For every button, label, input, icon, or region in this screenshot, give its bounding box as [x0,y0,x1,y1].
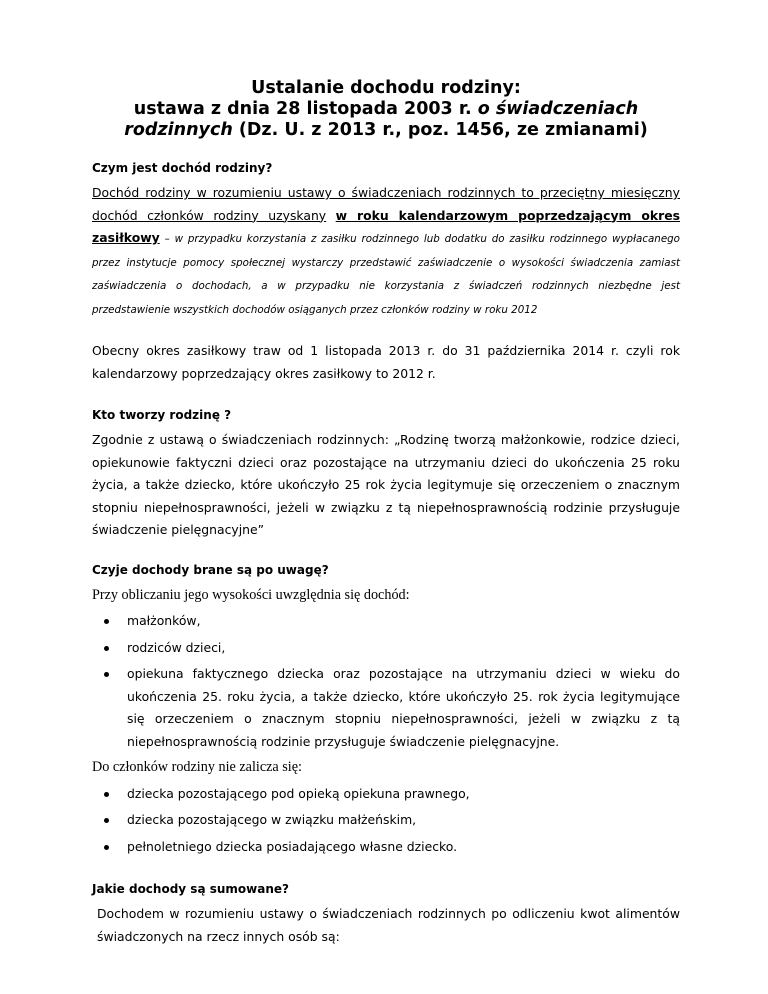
title-line-3a: rodzinnych [124,120,233,140]
list-item [92,637,680,660]
income-note-a: – w przypadku korzystania z zasiłku rodzinnego lub dodatku do zasiłku rodzinnego wypłacanego przez instytucje pomocy społecznej [92,233,680,269]
document-page [92,78,680,948]
bullet-icon [104,845,109,850]
income-note-c: przedstawić zaświadczenie o wysokości świadczenia zamiast zaświadczenia o dochodach, a w przypadku nie korzystania z świadczeń rodzinnych niezbędne jest przedstawienie wszystkich dochodów osiąganych przez członków rodziny w roku 2012 [92,256,680,316]
list-item-text: dziecka pozostającego pod opieką opiekuna prawnego, [127,785,470,801]
benefit-period-text: Obecny okres zasiłkowy traw od 1 listopada 2013 r. do 31 października 2014 r. czyli rok kalendarzowy poprzedzający okres zasiłkowy to 2012 r. [92,343,680,381]
bullet-icon [104,792,109,797]
bullet-icon [104,672,109,677]
income-definition [92,182,680,321]
list-item-text: pełnoletniego dziecka posiadającego własne dziecko. [127,838,458,854]
excluded-members-list [92,783,680,859]
title-line-3b: (Dz. U. z 2013 r., poz. 1456, ze zmianami) [232,120,648,140]
list-item-text: dziecka pozostającego w związku małżeńskim, [127,812,417,827]
list-item [92,809,680,832]
title-line-2a: ustawa z dnia 28 listopada 2003 r. [133,99,478,119]
section-heading-family: Kto tworzy rodzinę ? [92,408,232,422]
bullet-icon [104,818,109,823]
family-definition-text: Zgodnie z ustawą o świadczeniach rodzinnych: „Rodzinę tworzą małżonkowie, rodzice dzieci, opiekunowie faktyczni dzieci oraz pozostające na utrzymaniu dzieci do ukończenia 25 roku życia, a także dziecko, które ukończyło 25 rok życia legitymuje się orzeczeniem o znacznym stopniu niepełnosprawności, jeżeli w związku z tą niepełnosprawnością rodzinie przysługuje świadczenie pielęgnacyjne” [92,432,680,537]
bullet-icon [104,646,109,651]
income-definition-bold: w roku kalendarzowym poprzedzającym okres zasiłkowy [92,207,680,245]
section-heading-income: Czym jest dochód rodziny? [92,161,273,175]
list-item [92,836,680,859]
list-item [92,663,680,753]
title-line-2b: o świadczeniach [477,99,639,119]
page-title [92,78,680,141]
section-heading-whose-income: Czyje dochody brane są po uwagę? [92,562,329,577]
income-note-bold: wystarczy [291,256,344,269]
excluded-intro: Do członków rodziny nie zalicza się: [92,759,302,775]
list-item-text: małżonków, [127,613,201,628]
list-item-text: rodziców dzieci, [127,639,226,655]
list-item-text: opiekuna faktycznego dziecka oraz pozostające na utrzymaniu dzieci w wieku do ukończenia 25. roku życia, a także dziecko, które ukończyło 25. rok życia legitymujące się orzeczeniem o znacznym stopniu niepełnosprawności, jeżeli w związku z tą niepełnosprawnością rodzinie przysługuje świadczenie pielęgnacyjne. [127,666,680,749]
summed-income-text: Dochodem w rozumieniu ustawy o świadczeniach rodzinnych po odliczeniu kwot alimentów świadczonych na rzecz innych osób są: [97,906,680,944]
bullet-icon [104,619,109,624]
income-definition-text: Dochód rodziny w rozumieniu ustawy o świadczeniach rodzinnych to przeciętny miesięczny dochód członków rodziny uzyskany [92,185,680,223]
title-line-1: Ustalanie dochodu rodziny: [251,78,521,98]
included-members-list [92,610,680,753]
included-intro: Przy obliczaniu jego wysokości uwzględnia się dochód: [92,586,410,603]
list-item [92,783,680,806]
section-heading-summed-income: Jakie dochody są sumowane? [92,882,289,896]
list-item [92,610,680,633]
